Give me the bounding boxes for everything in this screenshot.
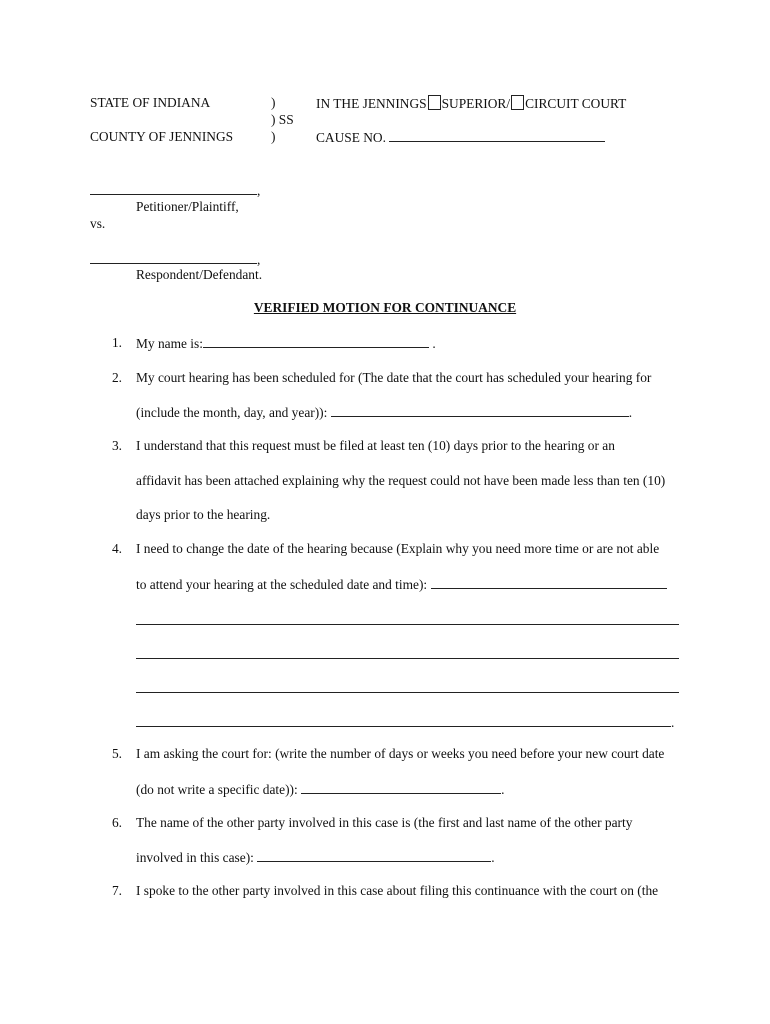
- item-5-text: (do not write a specific date)):: [136, 782, 298, 797]
- item-6-text: involved in this case):: [136, 850, 254, 865]
- item-1-number: 1.: [111, 335, 122, 350]
- document-title: VERIFIED MOTION FOR CONTINUANCE: [253, 300, 517, 315]
- petitioner-line: [90, 182, 260, 199]
- superior-label: SUPERIOR/: [441, 96, 511, 111]
- item-4-line-1: I need to change the date of the hearing because (Explain why you need more time or are not able: [136, 541, 660, 556]
- caption-paren-1: ): [271, 95, 276, 110]
- item-6-period: .: [491, 850, 495, 865]
- reason-last-line: [136, 714, 674, 731]
- petitioner-comma: ,: [257, 183, 261, 198]
- item-5-period: .: [501, 782, 505, 797]
- respondent-comma: ,: [257, 252, 261, 267]
- item-4-text: to attend your hearing at the scheduled date and time):: [136, 577, 428, 592]
- item-1-period: .: [432, 336, 436, 351]
- vs-label: vs.: [90, 216, 106, 231]
- item-3-line-3: days prior to the hearing.: [136, 507, 271, 522]
- superior-checkbox[interactable]: [428, 95, 441, 110]
- reason-field-1[interactable]: [431, 576, 667, 589]
- reason-field-3[interactable]: [136, 658, 679, 659]
- item-2-number: 2.: [111, 370, 122, 385]
- item-6-line-2: [136, 849, 495, 866]
- item-5-number: 5.: [111, 746, 122, 761]
- item-6-line-1: The name of the other party involved in this case is (the first and last name of the other party: [136, 815, 633, 830]
- name-field[interactable]: [203, 335, 429, 348]
- reason-field-5[interactable]: [136, 714, 671, 727]
- item-7-number: 7.: [111, 883, 122, 898]
- circuit-label: CIRCUIT COURT: [525, 96, 627, 111]
- item-6-number: 6.: [111, 815, 122, 830]
- county-label: COUNTY OF JENNINGS: [90, 129, 234, 144]
- item-4-period: .: [671, 715, 675, 730]
- days-weeks-field[interactable]: [301, 781, 501, 794]
- item-2-text: (include the month, day, and year)):: [136, 405, 328, 420]
- reason-field-4[interactable]: [136, 692, 679, 693]
- hearing-date-field[interactable]: [331, 404, 629, 417]
- item-1-text: My name is:: [136, 336, 203, 351]
- caption-paren-3: ): [271, 129, 276, 144]
- item-1-line: [136, 335, 436, 352]
- circuit-checkbox[interactable]: [511, 95, 524, 110]
- item-3-line-1: I understand that this request must be filed at least ten (10) days prior to the hearing or an: [136, 438, 615, 453]
- caption-ss: ) SS: [271, 112, 294, 127]
- item-3-number: 3.: [111, 438, 122, 453]
- cause-label: CAUSE NO.: [316, 130, 386, 145]
- court-prefix: IN THE JENNINGS: [316, 96, 427, 111]
- court-line: [316, 95, 626, 112]
- state-label: STATE OF INDIANA: [90, 95, 211, 110]
- petitioner-name-field[interactable]: [90, 182, 257, 195]
- item-7-line-1: I spoke to the other party involved in this case about filing this continuance with the court on (the: [136, 883, 659, 898]
- respondent-label: Respondent/Defendant.: [136, 267, 263, 282]
- other-party-name-field[interactable]: [257, 849, 491, 862]
- cause-number-field[interactable]: [389, 129, 605, 142]
- item-5-line-2: [136, 781, 504, 798]
- reason-field-2[interactable]: [136, 624, 679, 625]
- item-2-line-1: My court hearing has been scheduled for (The date that the court has scheduled your hearing for: [136, 370, 652, 385]
- petitioner-label: Petitioner/Plaintiff,: [136, 199, 239, 214]
- item-2-period: .: [628, 405, 633, 420]
- item-4-number: 4.: [111, 541, 122, 556]
- respondent-name-field[interactable]: [90, 251, 257, 264]
- item-5-line-1: I am asking the court for: (write the number of days or weeks you need before your new court date: [136, 746, 665, 761]
- item-4-line-2: [136, 576, 667, 593]
- cause-line: [316, 129, 605, 146]
- item-3-line-2: affidavit has been attached explaining why the request could not have been made less than ten (10): [136, 473, 666, 488]
- item-2-line-2: [136, 404, 632, 421]
- respondent-line: [90, 251, 260, 268]
